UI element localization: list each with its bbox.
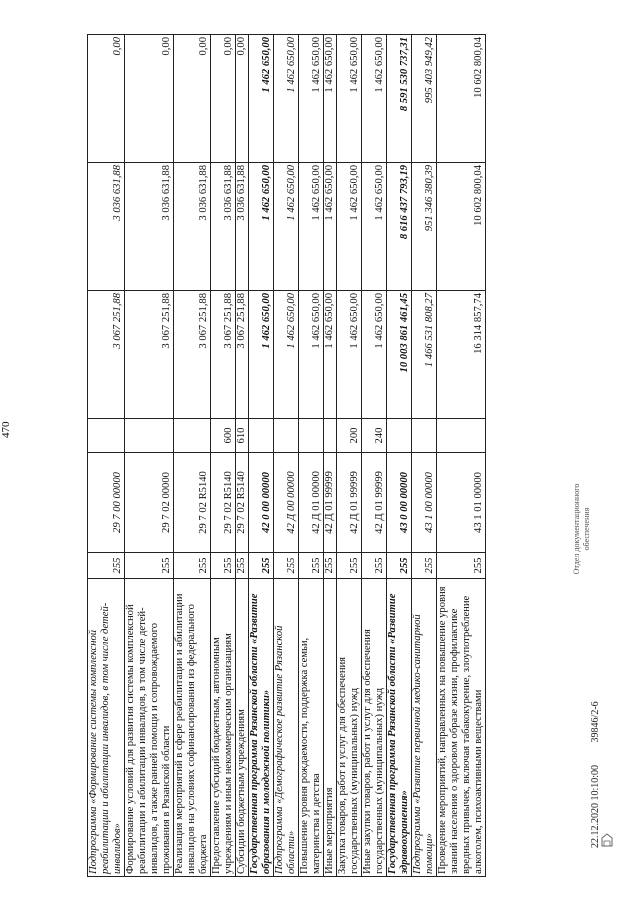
row-name-cell: Подпрограмма «Формирование системы комплексной реабилитации и абилитации инвалидов, в том числе детей-инвалидов» <box>88 579 125 877</box>
row-sum-2022-cell: 3 036 631,88 <box>174 163 211 291</box>
row-name-cell: Государственная программа Рязанской области «Развитие здравоохранения» <box>387 579 412 877</box>
footer-doc-id: 39846/2-6 <box>590 701 601 743</box>
row-sum-2021-cell: 3 067 251,88 <box>88 291 125 419</box>
row-sum-2021-cell: 1 462 650,00 <box>324 291 337 419</box>
row-name-cell: Иные мероприятия <box>324 579 337 877</box>
document-logo-icon <box>600 832 614 848</box>
table-row <box>362 35 387 877</box>
row-vr-cell: 610 <box>236 419 249 453</box>
row-sum-2021-cell: 1 466 531 808,27 <box>412 291 437 419</box>
row-ved-cell: 255 <box>299 553 324 579</box>
row-vr-cell <box>174 419 211 453</box>
table-row <box>125 35 174 877</box>
row-csr-cell: 29 7 02 R5140 <box>174 453 211 553</box>
row-csr-cell: 43 1 01 00000 <box>437 453 486 553</box>
row-ved-cell: 255 <box>125 553 174 579</box>
row-ved-cell: 255 <box>211 553 236 579</box>
row-csr-cell: 42 Д 01 99999 <box>337 453 362 553</box>
row-sum-2022-cell: 1 462 650,00 <box>249 163 274 291</box>
row-csr-cell: 29 7 02 R5140 <box>236 453 249 553</box>
row-vr-cell <box>274 419 299 453</box>
row-name-cell: Подпрограмма «Развитие первичной медико-санитарной помощи» <box>412 579 437 877</box>
row-ved-cell: 255 <box>387 553 412 579</box>
row-name-cell: Предоставление субсидий бюджетным, автономным учреждениям и иным некоммерческим организациям <box>211 579 236 877</box>
row-sum-2021-cell: 3 067 251,88 <box>236 291 249 419</box>
row-sum-2022-cell: 1 462 650,00 <box>324 163 337 291</box>
row-sum-2023-cell: 1 462 650,00 <box>324 35 337 163</box>
table-row <box>174 35 211 877</box>
table-row <box>249 35 274 877</box>
row-ved-cell: 255 <box>174 553 211 579</box>
row-sum-2022-cell: 3 036 631,88 <box>88 163 125 291</box>
row-ved-cell: 255 <box>274 553 299 579</box>
row-name-cell: Закупка товаров, работ и услуг для обеспечения государственных (муниципальных) нужд <box>337 579 362 877</box>
row-csr-cell: 42 Д 00 00000 <box>274 453 299 553</box>
table-row <box>437 35 486 877</box>
row-name-cell: Формирование условий для развития системы комплексной реабилитации и абилитации инвалидов, в том числе детей-инвалидов, а также ранней помощи и сопровождаемого проживания в Рязанской области <box>125 579 174 877</box>
row-csr-cell: 29 7 00 00000 <box>88 453 125 553</box>
row-sum-2022-cell: 3 036 631,88 <box>125 163 174 291</box>
row-sum-2022-cell: 1 462 650,00 <box>274 163 299 291</box>
row-name-cell: Повышение уровня рождаемости, поддержка семьи, материнства и детства <box>299 579 324 877</box>
row-sum-2023-cell: 1 462 650,00 <box>274 35 299 163</box>
row-sum-2021-cell: 1 462 650,00 <box>337 291 362 419</box>
budget-table <box>87 34 486 877</box>
row-ved-cell: 255 <box>249 553 274 579</box>
row-vr-cell: 200 <box>337 419 362 453</box>
row-sum-2023-cell: 1 462 650,00 <box>249 35 274 163</box>
row-ved-cell: 255 <box>88 553 125 579</box>
row-csr-cell: 29 7 02 R5140 <box>211 453 236 553</box>
row-sum-2021-cell: 3 067 251,88 <box>174 291 211 419</box>
row-ved-cell: 255 <box>437 553 486 579</box>
row-vr-cell <box>437 419 486 453</box>
department-stamp <box>572 454 592 604</box>
row-vr-cell <box>88 419 125 453</box>
row-sum-2021-cell: 1 462 650,00 <box>249 291 274 419</box>
table-row <box>88 35 125 877</box>
row-sum-2023-cell: 1 462 650,00 <box>337 35 362 163</box>
table-row <box>337 35 362 877</box>
row-name-cell: Проведение мероприятий, направленных на повышение уровня знаний населения о здоровом образе жизни, профилактике вредных привычек, включая табакокурение, злоупотребление алкоголем, психоактивными веществами <box>437 579 486 877</box>
row-vr-cell <box>387 419 412 453</box>
row-ved-cell: 255 <box>337 553 362 579</box>
row-csr-cell: 42 Д 01 00000 <box>299 453 324 553</box>
stamp-line-2: обеспечения <box>582 507 591 551</box>
row-sum-2023-cell: 1 462 650,00 <box>299 35 324 163</box>
row-ved-cell: 255 <box>324 553 337 579</box>
row-sum-2022-cell: 1 462 650,00 <box>299 163 324 291</box>
row-sum-2021-cell: 1 462 650,00 <box>299 291 324 419</box>
row-sum-2022-cell: 3 036 631,88 <box>236 163 249 291</box>
row-sum-2023-cell: 0,00 <box>211 35 236 163</box>
row-name-cell: Реализация мероприятий в сфере реабилитации и абилитации инвалидов на условиях софинансирования из федерального бюджета <box>174 579 211 877</box>
row-csr-cell: 43 1 00 00000 <box>412 453 437 553</box>
row-sum-2021-cell: 3 067 251,88 <box>211 291 236 419</box>
row-vr-cell: 240 <box>362 419 387 453</box>
row-sum-2022-cell: 951 346 380,39 <box>412 163 437 291</box>
table-row <box>236 35 249 877</box>
row-sum-2023-cell: 0,00 <box>236 35 249 163</box>
row-vr-cell <box>125 419 174 453</box>
table-row <box>211 35 236 877</box>
row-sum-2023-cell: 10 602 800,04 <box>437 35 486 163</box>
row-sum-2021-cell: 10 003 861 461,45 <box>387 291 412 419</box>
row-sum-2023-cell: 995 403 949,42 <box>412 35 437 163</box>
row-vr-cell <box>412 419 437 453</box>
budget-table-rotated <box>87 35 572 877</box>
table-row <box>299 35 324 877</box>
row-csr-cell: 29 7 02 00000 <box>125 453 174 553</box>
row-sum-2021-cell: 3 067 251,88 <box>125 291 174 419</box>
row-sum-2021-cell: 1 462 650,00 <box>274 291 299 419</box>
row-vr-cell <box>324 419 337 453</box>
row-ved-cell: 255 <box>412 553 437 579</box>
row-sum-2022-cell: 8 616 437 793,19 <box>387 163 412 291</box>
page-number-text: 470 <box>0 421 12 438</box>
table-row <box>324 35 337 877</box>
row-csr-cell: 42 Д 01 99999 <box>362 453 387 553</box>
stamp-line-1: Отдел документационного <box>572 483 581 575</box>
row-sum-2022-cell: 10 602 800,04 <box>437 163 486 291</box>
footer <box>590 681 601 848</box>
row-sum-2023-cell: 8 591 530 737,31 <box>387 35 412 163</box>
table-row <box>412 35 437 877</box>
table-row <box>274 35 299 877</box>
row-name-cell: Подпрограмма «Демографическое развитие Рязанской области» <box>274 579 299 877</box>
row-ved-cell: 255 <box>362 553 387 579</box>
row-sum-2022-cell: 1 462 650,00 <box>337 163 362 291</box>
row-csr-cell: 42 Д 01 99999 <box>324 453 337 553</box>
footer-datetime: 22.12.2020 10:10:00 <box>590 764 601 848</box>
row-ved-cell: 255 <box>236 553 249 579</box>
row-sum-2023-cell: 0,00 <box>125 35 174 163</box>
table-row <box>387 35 412 877</box>
row-csr-cell: 42 0 00 00000 <box>249 453 274 553</box>
row-vr-cell <box>299 419 324 453</box>
row-name-cell: Иные закупки товаров, работ и услуг для обеспечения государственных (муниципальных) нужд <box>362 579 387 877</box>
row-sum-2022-cell: 3 036 631,88 <box>211 163 236 291</box>
row-vr-cell <box>249 419 274 453</box>
row-name-cell: Государственная программа Рязанской области «Развитие образования и молодежной политики» <box>249 579 274 877</box>
budget-table-body <box>88 35 486 877</box>
row-sum-2023-cell: 0,00 <box>174 35 211 163</box>
row-sum-2021-cell: 16 314 857,74 <box>437 291 486 419</box>
row-sum-2023-cell: 1 462 650,00 <box>362 35 387 163</box>
row-sum-2023-cell: 0,00 <box>88 35 125 163</box>
row-sum-2022-cell: 1 462 650,00 <box>362 163 387 291</box>
row-csr-cell: 43 0 00 00000 <box>387 453 412 553</box>
row-sum-2021-cell: 1 462 650,00 <box>362 291 387 419</box>
row-name-cell: Субсидии бюджетным учреждениям <box>236 579 249 877</box>
row-vr-cell: 600 <box>211 419 236 453</box>
